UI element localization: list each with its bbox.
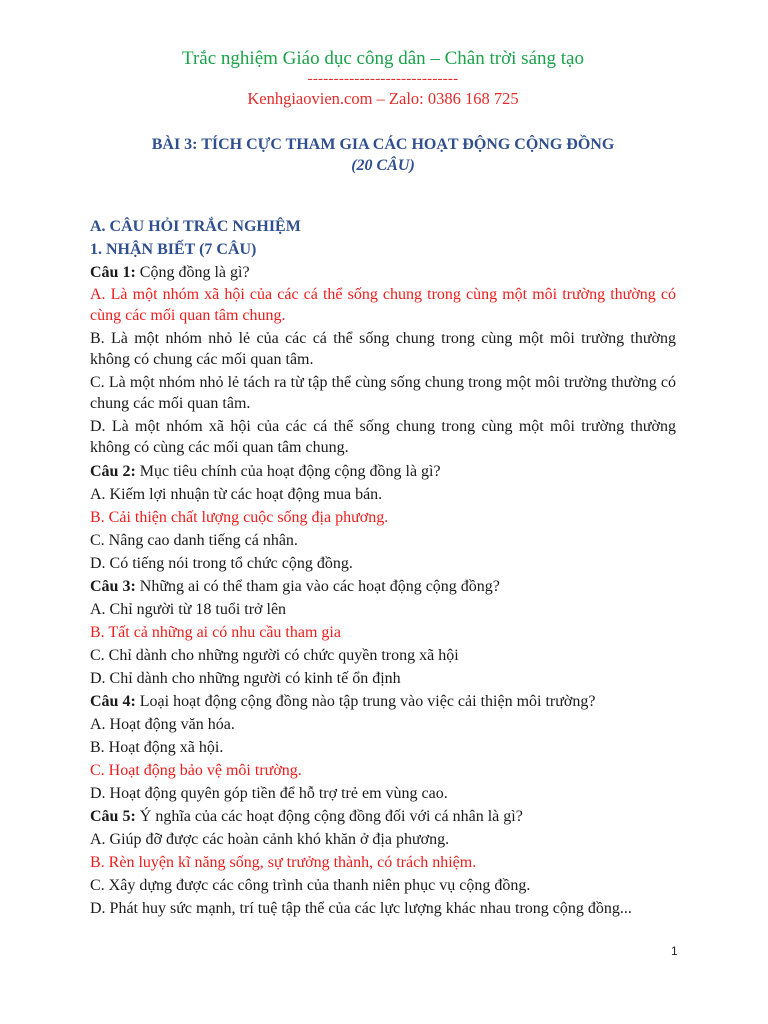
answer-option: A. Chỉ người từ 18 tuổi trở lên [90, 601, 287, 618]
question-text: Loại hoạt động cộng đồng nào tập trung vào việc cải thiện môi trường? [135, 693, 596, 710]
answer-option-correct: B. Rèn luyện kĩ năng sống, sự trưởng thành, có trách nhiệm. [90, 854, 477, 871]
contact-line: Kenhgiaovien.com – Zalo: 0386 168 725 [247, 89, 519, 108]
question-label: Câu 5: [90, 808, 136, 825]
answer-option: C. Là một nhóm nhỏ lẻ tách ra từ tập thể cùng sống chung trong một môi trường thường có chung các mối quan tâm. [90, 374, 676, 412]
question-stem [90, 805, 676, 828]
question-block [90, 460, 676, 575]
question-label: Câu 4: [90, 693, 136, 710]
question-block [90, 805, 676, 920]
answer-option: A. Kiếm lợi nhuận từ các hoạt động mua bán. [90, 486, 383, 503]
document-page [90, 46, 676, 920]
question-label: Câu 3: [90, 578, 136, 595]
question-block [90, 690, 676, 805]
question-label: Câu 2: [90, 463, 136, 480]
answer-option: B. Là một nhóm nhỏ lẻ của các cá thể sống chung trong cùng một môi trường thường không có chung các mối quan tâm. [90, 330, 676, 368]
question-text: Cộng đồng là gì? [135, 264, 250, 281]
question-stem [90, 575, 676, 598]
question-stem [90, 261, 676, 284]
section-title: A. CÂU HỎI TRẮC NGHIỆM [90, 218, 301, 235]
answer-option: D. Là một nhóm xã hội của các cá thể sống chung trong cùng một môi trường thường không có cùng các mối quan tâm chung. [90, 418, 676, 456]
answer-option: A. Hoạt động văn hóa. [90, 716, 235, 733]
answer-option: C. Xây dựng được các công trình của thanh niên phục vụ cộng đồng. [90, 877, 531, 894]
question-text: Mục tiêu chính của hoạt động cộng đồng là gì? [135, 463, 441, 480]
separator-line: ----------------------------- [307, 71, 459, 87]
question-stem [90, 690, 676, 713]
answer-option: C. Nâng cao danh tiếng cá nhân. [90, 532, 298, 549]
question-stem [90, 460, 676, 483]
answer-option-correct: C. Hoạt động bảo vệ môi trường. [90, 762, 302, 779]
lesson-question-count: (20 CÂU) [351, 157, 415, 174]
question-label: Câu 1: [90, 264, 136, 281]
site-title: Trắc nghiệm Giáo dục công dân – Chân trời sáng tạo [182, 48, 584, 69]
answer-option: B. Hoạt động xã hội. [90, 739, 224, 756]
question-block [90, 575, 676, 690]
page-number: 1 [671, 944, 678, 958]
question-text: Ý nghĩa của các hoạt động cộng đồng đối với cá nhân là gì? [135, 808, 523, 825]
answer-option: A. Giúp đỡ được các hoàn cảnh khó khăn ở địa phương. [90, 831, 450, 848]
answer-option: C. Chỉ dành cho những người có chức quyền trong xã hội [90, 647, 459, 664]
answer-option-correct: A. Là một nhóm xã hội của các cá thể sống chung trong cùng một môi trường thường có cùng các mối quan tâm chung. [90, 286, 676, 324]
answer-option: D. Có tiếng nói trong tổ chức cộng đồng. [90, 555, 353, 572]
answer-option: D. Hoạt động quyên góp tiền để hỗ trợ trẻ em vùng cao. [90, 785, 448, 802]
answer-option: D. Phát huy sức mạnh, trí tuệ tập thể của các lực lượng khác nhau trong cộng đồng... [90, 900, 632, 917]
lesson-title: BÀI 3: TÍCH CỰC THAM GIA CÁC HOẠT ĐỘNG CỘNG ĐỒNG [151, 136, 615, 153]
answer-option-correct: B. Tất cả những ai có nhu cầu tham gia [90, 624, 341, 641]
question-block [90, 261, 676, 458]
answer-option: D. Chỉ dành cho những người có kinh tế ổn định [90, 670, 401, 687]
answer-option-correct: B. Cải thiện chất lượng cuộc sống địa phương. [90, 509, 389, 526]
section-subtitle: 1. NHẬN BIẾT (7 CÂU) [90, 241, 257, 258]
question-text: Những ai có thể tham gia vào các hoạt động cộng đồng? [135, 578, 500, 595]
